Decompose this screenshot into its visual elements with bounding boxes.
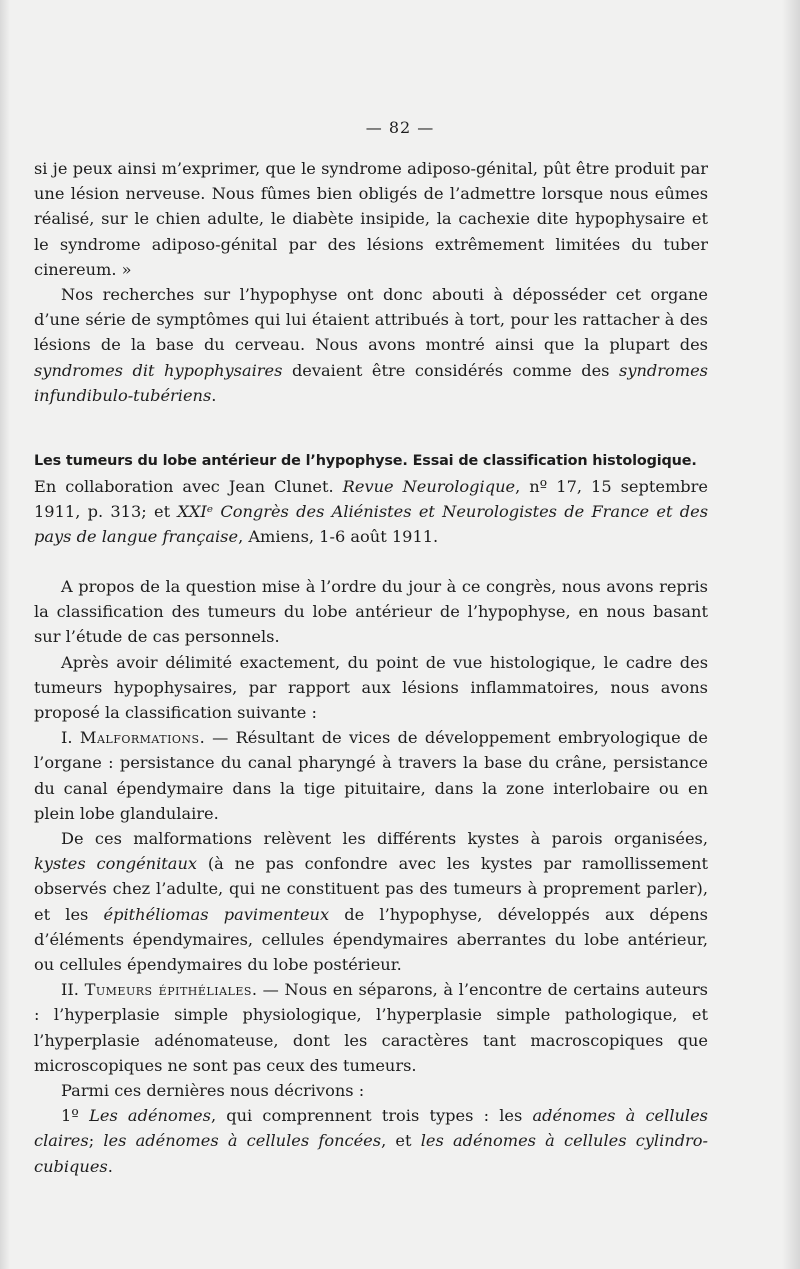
- paragraph-cysts: [34, 826, 708, 977]
- paragraph-list-intro: Parmi ces dernières nous décrivons :: [61, 1081, 365, 1101]
- paragraph-adenomas: [34, 1103, 708, 1179]
- article-title: Les tumeurs du lobe antérieur de l’hypophyse. Essai de classification histologique.: [34, 453, 697, 469]
- paragraph-classification-intro: Après avoir délimité exactement, du point de vue histologique, le cadre des tumeurs hypophysaires, par rapport aux lésions inflammatoires, nous avons proposé la classification suivante :: [34, 652, 708, 723]
- paragraph-quote-end: si je peux ainsi m’exprimer, que le syndrome adiposo-génital, pût être produit par une lésion nerveuse. Nous fûmes bien obligés de l’admettre lorsque nous eûmes réalisé, sur le chien adulte, le diabète insipide, la cachexie dite hypophysaire et le syndrome adiposo-génital par des lésions extrêmement limitées du tuber cinereum. »: [34, 159, 708, 279]
- italic-term: syndromes infundibulo-tubériens: [34, 360, 708, 405]
- paragraph-research-summary: [34, 282, 708, 408]
- list-number: 1º: [61, 1106, 90, 1126]
- section-title: Malformations: [79, 728, 200, 748]
- paragraph-malformations: [34, 725, 708, 826]
- italic-term: épithéliomas pavimenteux: [103, 904, 330, 924]
- italic-term: adénomes à cellules claires: [34, 1106, 708, 1151]
- text-run: de l’hypophyse, développés aux dépens d’éléments épendymaires, cellules épendymaires aberrantes du lobe antérieur, ou cellules épendymaires du lobe postérieur.: [34, 904, 708, 975]
- citation-text: En collaboration avec Jean Clunet.: [34, 477, 343, 496]
- text-run: ;: [88, 1131, 104, 1151]
- text-run: (à ne pas confondre avec les kystes par ramollissement observés chez l’adulte, qui ne constituent pas des tumeurs à proprement parler), et les: [34, 854, 708, 924]
- italic-term: kystes congénitaux: [34, 854, 197, 874]
- text-run: De ces malformations relèvent les différents kystes à parois organisées,: [61, 829, 708, 849]
- paragraph-introduction: A propos de la question mise à l’ordre du jour à ce congrès, nous avons repris la classification des tumeurs du lobe antérieur de l’hypophyse, en nous basant sur l’étude de cas personnels.: [34, 577, 708, 647]
- section-number: I.: [61, 728, 80, 748]
- italic-term: les adénomes à cellules foncées: [103, 1131, 382, 1151]
- article-reference: [34, 449, 708, 550]
- intro-text-block: [34, 156, 708, 408]
- italic-term: les adénomes à cellules cylindro-cubiques: [34, 1131, 709, 1176]
- text-run: . — Nous en séparons, à l’encontre de certains auteurs : l’hyperplasie simple physiologique, l’hyperplasie simple pathologique, et l’hyperplasie adénomateuse, dont les caractères tant macroscopiques que microscopiques ne sont pas ceux des tumeurs.: [34, 980, 708, 1075]
- text-run: .: [107, 1156, 113, 1176]
- text-run: , et: [381, 1131, 421, 1151]
- text-run: Nos recherches sur l’hypophyse ont donc abouti à déposséder cet organe d’une série de symptômes qui lui étaient attribués à tort, pour les rattacher à des lésions de la base du cerveau. Nous avons montré ainsi que la plupart des: [34, 285, 708, 355]
- text-run: , qui comprennent trois types : les: [210, 1106, 533, 1126]
- text-run: . — Résultant de vices de développement embryologique de l’organe : persistance du canal pharyngé à travers la base du crâne, persistance du canal épendymaire dans la tige pituitaire, dans la zone interlobaire ou en plein lobe glandulaire.: [34, 728, 708, 823]
- paragraph-epithelial-tumors: [34, 977, 708, 1078]
- article-body: [34, 574, 708, 1179]
- text-run: devaient être considérés comme des: [282, 360, 620, 380]
- page-number: — 82 —: [365, 118, 435, 137]
- citation-text: , nº 17, 15 septembre 1911, p. 313; et: [34, 477, 708, 522]
- text-run: .: [211, 385, 217, 405]
- article-citation: [34, 474, 708, 550]
- italic-term: Les adénomes: [89, 1106, 211, 1126]
- journal-name: Revue Neurologique: [342, 477, 516, 496]
- citation-text: , Amiens, 1-6 août 1911.: [238, 527, 439, 547]
- italic-term: syndromes dit hypophysaires: [34, 360, 283, 380]
- section-number: II.: [61, 980, 85, 1000]
- section-title: Tumeurs épithéliales: [84, 980, 252, 1000]
- congress-name: XXIᵉ Congrès des Aliénistes et Neurologistes de France et des pays de langue française: [34, 502, 708, 547]
